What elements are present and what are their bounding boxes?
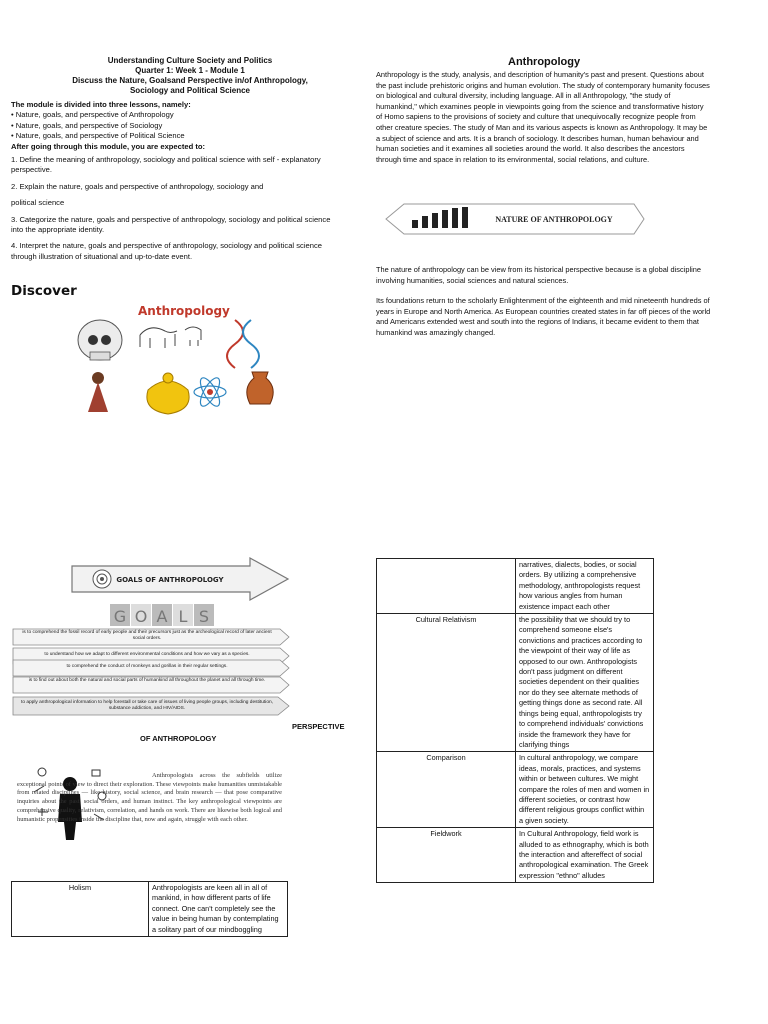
perspective-heading-part1: PERSPECTIVE: [292, 722, 345, 731]
module-intro: [11, 100, 341, 152]
money-bag-icon: [147, 373, 189, 414]
goal-text: to understand how we adapt to different environmental conditions and how we vary as a species.: [44, 652, 250, 657]
term-cell: Comparison: [377, 752, 516, 828]
goal-item: [12, 696, 290, 716]
course-title: Understanding Culture Society and Politics: [107, 56, 273, 65]
goal-item: [12, 659, 290, 677]
description-cell: narratives, dialects, bodies, or social orders. By utilizing a comprehensive methodology, anthropologists request how various angles from human existence impact each other: [516, 559, 654, 614]
goal-text: to apply anthropological information to help forestall or take care of issues of living people groups, including destitution, substance addiction, and HIV/AIDS.: [21, 700, 273, 711]
goal-text: is to comprehend the fossil record of early people and their precursors just as the archeological record of later ancient social orders.: [22, 630, 272, 641]
lesson-item: • Nature, goals, and perspective of Political Science: [11, 131, 185, 141]
cave-painting-icon: [140, 327, 201, 348]
perspective-paragraph: [17, 772, 282, 824]
table-row: [377, 828, 654, 883]
goals-letter: G: [113, 607, 127, 626]
objective-item: 1. Define the meaning of anthropology, sociology and political science with self - explanatory perspective.: [11, 155, 321, 175]
expected-heading: After going through this module, you are expected to:: [11, 141, 206, 151]
anthropology-title: Anthropology: [508, 56, 581, 68]
goal-item: [12, 628, 290, 646]
module-topic-line1: Discuss the Nature, Goalsand Perspective in/of Anthropology,: [72, 76, 308, 85]
atom-icon: [194, 375, 226, 409]
target-icon: [93, 570, 111, 588]
lesson-item: • Nature, goals, and perspective of Sociology: [11, 120, 163, 130]
lessons-heading: The module is divided into three lessons, namely:: [11, 100, 191, 109]
objectives-list: [11, 155, 341, 268]
nature-paragraph: The nature of anthropology can be view from its historical perspective because is a global discipline involving humanities, social sciences and natural sciences.: [376, 265, 701, 285]
term-cell: Fieldwork: [377, 828, 516, 883]
goals-letter: S: [198, 607, 210, 626]
description-cell: In cultural anthropology, we compare ideas, morals, practices, and systems within or between cultures. We might compare the roles of men and women in different societies, or contrast how different religious groups conflict within a given society.: [516, 752, 654, 828]
goal-text: is to find out about both the natural and social parts of humankind all throughout the planet and all through time.: [28, 678, 266, 683]
module-header: [60, 56, 320, 96]
vase-icon: [247, 372, 273, 404]
objective-item: 2. Explain the nature, goals and perspective of anthropology, sociology and: [11, 181, 264, 191]
tribal-figure-icon: [88, 372, 108, 412]
description-cell: the possibility that we should try to comprehend someone else's convictions and practices according to the viewpoint of their way of life as opposed to our own. Anthropologists don't pass judgment on different societies dependent on their qualities nor do they see alternate methods of getting things done as second rate. All things being equal, anthropologists try to comprehend individuals' convictions inside the framework they have for clarifying things: [516, 614, 654, 752]
nature-banner-label: NATURE OF ANTHROPOLOGY: [495, 215, 613, 224]
table-row: [12, 882, 288, 937]
table-row: [377, 559, 654, 614]
objective-item: 3. Categorize the nature, goals and perspective of anthropology, sociology and political science into the appropriate identity.: [11, 214, 331, 235]
description-cell: Anthropologists are keen all in all of mankind, in how different parts of life connect. One can't completely see the value in being human by contemplating a solitary part of our mindboggling: [149, 882, 288, 937]
perspective-table-left: [11, 881, 288, 937]
goals-letter: A: [156, 607, 168, 626]
discover-heading: Discover: [11, 283, 77, 299]
perspective-heading-part2: OF ANTHROPOLOGY: [140, 734, 217, 743]
objective-item: political science: [11, 198, 65, 208]
perspective-text: Anthropologists across the subfields utilize exceptional points of view to direct their exploration. These viewpoints make humanities unmistakable from related disciplines — like history, social science, and brain research — that pose comparative inquiries about the past, social orders, and human instinct. The key anthropological viewpoints are comprehensive quality, relativism, correlation, and hands on work. There are likewise both logical and humanistic propensities inside the discipline that, now and again, struggle with each other.: [17, 772, 282, 823]
goals-banner: [70, 556, 290, 602]
goals-letter: O: [134, 607, 148, 626]
anthropology-definition: Anthropology is the study, analysis, and description of humanity's past and present. Questions about the past include prehistoric origins and human evolution. The study of contemporary humanity focuses on biological and cultural diversity, including language. All in all Anthropology, "the study of humankind," which examines people in viewpoints going from the science and transformative history of Homo sapiens to the provisions of society and culture that unequivocally recognize people from other creature species. The study of Man and its various aspects is known as Anthropology. It may be a subject of science and arts. It is a branch of sociology. It describes human, human behaviour and human societies and it examines all societies around the world. It also describes the ancestors through time and space in relation to its environmental, social relations, and culture.: [376, 70, 710, 164]
module-topic-line2: Sociology and Political Science: [129, 86, 251, 95]
nature-banner: [384, 200, 646, 238]
module-label: Quarter 1: Week 1 - Module 1: [135, 66, 245, 75]
goals-letter-blocks: [110, 602, 216, 626]
term-cell: [377, 559, 516, 614]
perspective-table-right: [376, 558, 654, 883]
description-cell: In Cultural Anthropology, field work is alluded to as ethnography, which is both the interaction and aftereffect of social anthropological examination. The Greek expression "ethno" alludes: [516, 828, 654, 883]
table-row: [377, 614, 654, 752]
goals-banner-label: GOALS OF ANTHROPOLOGY: [116, 576, 224, 584]
goal-item: [12, 676, 290, 694]
nature-paragraph: Its foundations return to the scholarly Enlightenment of the eighteenth and mid nineteenth hundreds of years in Europe and North America. As European countries created states in far off pieces of the world and Americans extended west and south into the regions of Indians, it became evident to them that humankind was amazingly changed.: [376, 296, 711, 337]
objective-item: 4. Interpret the nature, goals and perspective of anthropology, sociology and political science through illustration of situational and up-to-date event.: [11, 241, 322, 261]
collage-title: Anthropology: [138, 304, 230, 318]
table-row: [377, 752, 654, 828]
term-cell: Cultural Relativism: [377, 614, 516, 752]
dna-icon: [227, 320, 259, 368]
goals-letter: L: [178, 607, 188, 626]
lesson-item: • Nature, goals, and perspective of Anthropology: [11, 110, 174, 120]
term-cell: Holism: [12, 882, 149, 937]
goal-text: to comprehend the conduct of monkeys and gorillas in their regular settings.: [66, 664, 228, 669]
skull-icon: [78, 320, 122, 360]
